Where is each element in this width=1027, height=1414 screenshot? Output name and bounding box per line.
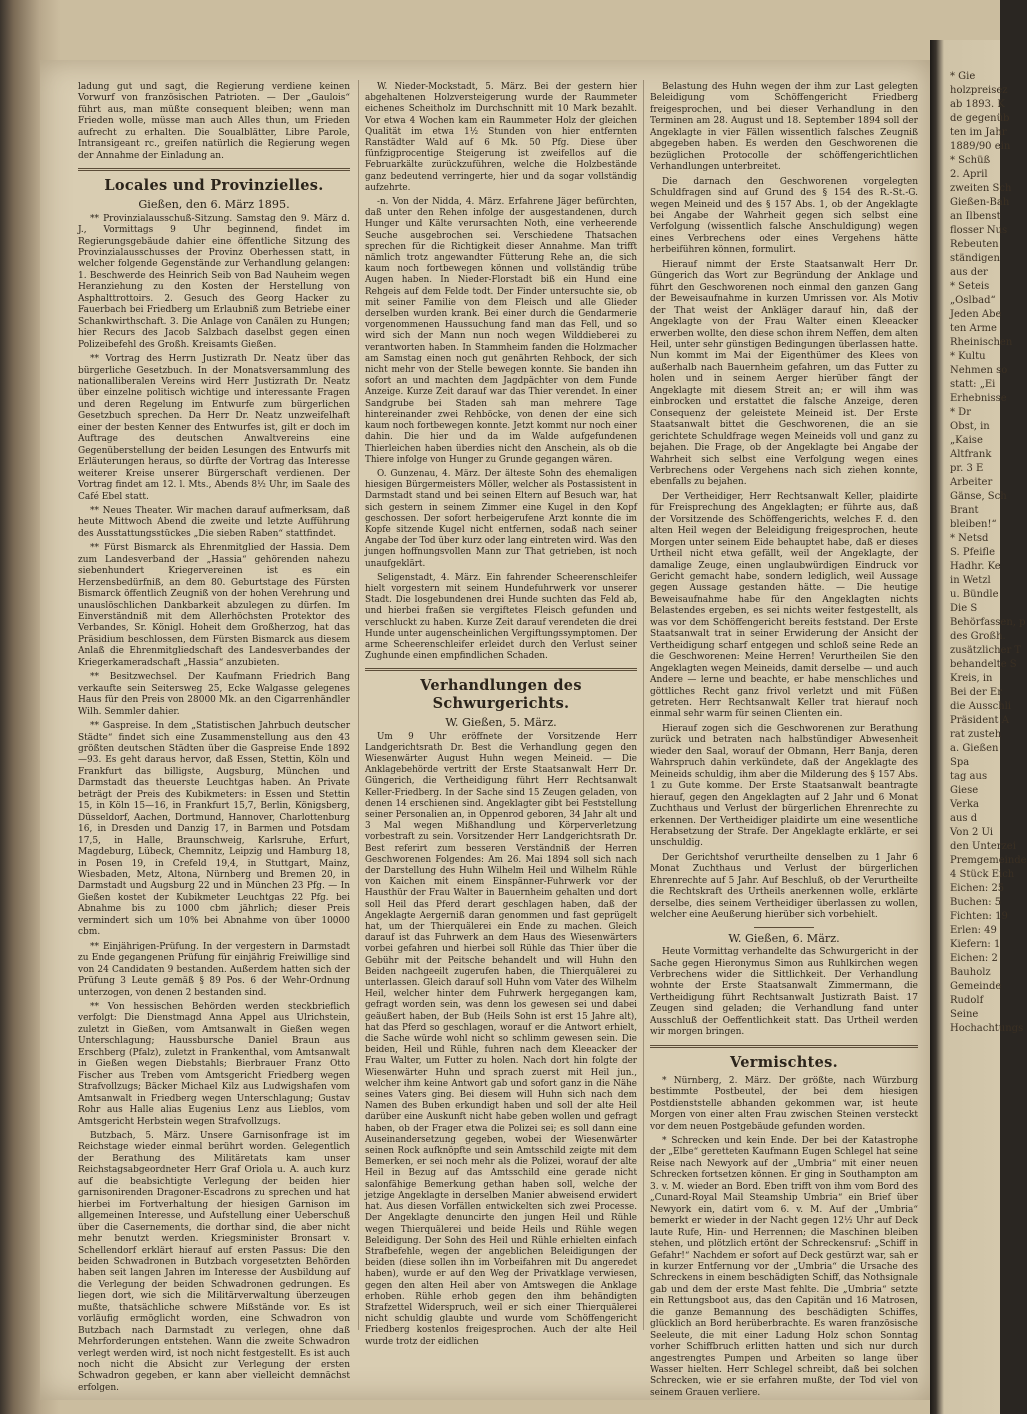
article-paragraph: O. Gunzenau, 4. März. Der älteste Sohn des ehemaligen hiesigen Bürgermeisters Möller, welcher als Postassistent in Darmstadt stand und bei seinen Eltern auf Besuch war, hat sich gestern in seinem Zimmer eine Kugel in den Kopf geschossen. Der sofort herbeigerufene Arzt konnte die im Kopfe sitzende Kugel nicht entfernen, sodaß nach seiner Angabe der Tod über kurz oder lang eintreten wird. Was den jungen hoffnungsvollen Mann zur That getrieben, ist noch unaufgeklärt. [365,468,637,569]
article-paragraph: W. Nieder-Mockstadt, 5. März. Bei der gestern hier abgehaltenen Holzversteigerung wurde der Raummeter eichenes Scheitholz im Durchschnitt mit 10 Mark bezahlt. Vor etwa 4 Wochen kam ein Raummeter Holz der gleichen Qualität im etwa 1½ Stunden von hier entfernten Ranstädter Wald auf 6 Mk. 50 Pfg. Diese über fünfzigprocentige Steigerung ist zweifellos auf die Februarkälte zurückzuführen, welche die Holzbestände ganz bedeutend verringerte, hier und da sogar vollständig aufzehrte. [365,82,637,193]
dateline: W. Gießen, 6. März. [728,931,840,945]
adjacent-page-line: Die S [950,603,978,614]
article-paragraph: ** Besitzwechsel. Der Kaufmann Friedrich Bang verkaufte sein Seitersweg 25, Ecke Walgasse gelegenes Haus für den Preis von 28000 Mk. an den Cigarrenhändler Wilh. Semmler dahier. [78,672,350,717]
adjacent-page-line: aus d [950,813,978,824]
adjacent-page-line: * Gie [950,71,976,82]
column-2 [365,82,637,1351]
adjacent-page-line: 1889/90 ein [950,141,1011,152]
adjacent-page-line: in Wetzl [950,575,991,586]
court-report [650,82,918,922]
adjacent-page-line: Gießen-Bah [950,197,1010,208]
misc-paragraph: * Schrecken und kein Ende. Der bei der Katastrophe der „Elbe“ geretteten Kaufmann Eugen Schlegel hat seine Reise nach Newyork auf der „Umbria“ mit einer neuen Schrecken fortsetzen können. Er ging in Southampton am 3. v. M. wieder an Bord. Eben trifft von ihm vom Bord des „Cunard-Royal Mail Steamship Umbria“ ein Brief über Newyork ein, datirt vom 6. v. M. Auf der „Umbria“ bemerkt er wieder in der Nacht gegen 12½ Uhr auf Deck laute Rufe, Hin- und Herrennen; die Maschinen bleiben stehen, und plötzlich ertönt der Schreckensruf: „Schiff in Gefahr!“ Nachdem er sofort auf Deck gestürzt war, sah er in kurzer Entfernung vor der „Umbria“ die Ursache des Schreckens in einem beschädigten Schiff, das Nothsignale gab und dem der erste Mast fehlte. Die „Umbria“ setzte ein Rettungsboot aus, das den Capitän und 16 Matrosen, die ganze Bemannung des beschädigten Schiffes, glücklich an Bord herüberbrachte. Es waren französische Seeleute, die mit einer Ladung Holz schon Sonntag vorher Schiffbruch erlitten hatten und sich nur durch angestrengtes Pumpen und Arbeiten so lange über Wasser hielten. Herr Schlegel schreibt, daß bei solchen Schrecken, wie er sie erfahren mußte, der Tod viel von seinem Grauen verliere. [650,1135,918,1398]
adjacent-page-line: Gänse, Sch [950,491,1007,502]
article-list [78,214,350,1395]
adjacent-page-line: holzpreisez [950,85,1008,96]
article-paragraph: ** Von hessischen Behörden werden steckbrieflich verfolgt: Die Dienstmagd Anna Appel aus Ulrichstein, zuletzt in Gießen, vom Amtsanwalt in Gießen wegen Unterschlagung; Haussbursche Daniel Braun aus Erschberg (Pfalz), zuletzt in Frankenthal, vom Amtsanwalt in Gießen wegen Diebstahls; Bierbrauer Franz Otto Fischer aus Treben vom Amtsgericht Friedberg wegen Strafvollzugs; Bäcker Michael Kilz aus Ludwigshafen vom Amtsanwalt in Friedberg wegen Unterschlagung; Gustav Rohr aus Halle alias Eugenius Lenz aus Lieblos, vom Amtsgericht Herbstein wegen Strafvollzugs. [78,1001,350,1127]
adjacent-page-line: Verka [950,799,980,810]
article-paragraph: ** Einjährigen-Prüfung. In der vergestern in Darmstadt zu Ende gegangenen Prüfung für einjährig Freiwillige sind von 24 Candidaten 9 bestanden. Außerdem hatten sich der Prüfung 3 Leute gemäß § 89 Pos. 6 der Wehr-Ordnung unterzogen, von denen 2 bestanden sind. [78,941,350,998]
adjacent-page-line: Gemeinde [950,981,1002,992]
adjacent-page-line: * Kultu [950,351,986,362]
adjacent-page-line: de gegenüb [950,113,1010,124]
adjacent-page-line: Eichen: 2 [950,953,998,964]
court-paragraph: Belastung des Huhn wegen der ihm zur Last gelegten Beleidigung vom Schöffengericht Friedberg freigesprochen, und bei dieser Verhandlung in den Terminen am 28. August und 18. September 1894 soll der Angeklagte in vier Fällen wissentlich falsches Zeugniß abgegeben haben. Es werden den Geschworenen die bezüglichen Protocolle der schöffengerichtlichen Verhandlungen unterbreitet. [650,82,918,173]
court-paragraph: Der Vertheidiger, Herr Rechtsanwalt Keller, plaidirte für Freisprechung des Angeklagten; er führte aus, daß der Vorsitzende des Schöffengerichts, welches F. d. den alten Heil wegen der Beleidigung freigesprochen, heute Morgen unter seinem Eide behauptet habe, daß er dieses Urtheil nicht etwa gefällt, weil der Angeklagte, der damalige Zeuge, einen unglaubwürdigen Eindruck vor Gericht gemacht habe, sondern lediglich, weil Aussage gegen Aussage gestanden hätte. — Die heutige Beweisaufnahme habe für den Angeklagten nichts Belastendes ergeben, es sei nichts weiter festgestellt, als was vor dem Schöffengericht bereits feststand. Der Erste Staatsanwalt trat in seiner Erwiderung der Ansicht der Vertheidigung scharf entgegen und schloß seine Rede an die Geschworenen: Meine Herren! Verurtheilen Sie den Angeklagten wegen Meineids, damit derselbe — und auch Andere — lerne und beachte, er habe menschliches und göttliches Recht ganz frivol verletzt und mit Füßen getreten. Herr Rechtsanwalt Keller trat hierauf noch einmal sehr warm für seinen Clienten ein. [650,491,918,720]
adjacent-page-line: zweiten Sch [950,183,1012,194]
adjacent-page-line: a. Gießen [950,743,999,754]
adjacent-page-line: Erlen: 49 [950,925,997,936]
adjacent-page-line: den Unterzei [950,841,1016,852]
adjacent-page-line: behandelte S [950,659,1017,670]
adjacent-page-line: die Ausschli [950,701,1012,712]
adjacent-page-line: ten Arme [950,323,997,334]
article-list [365,82,637,662]
adjacent-page-line: Rudolf [950,995,984,1006]
adjacent-page-line: des Großh. [950,631,1006,642]
adjacent-page-line: aus der [950,267,988,278]
adjacent-page-line: 2. April [950,169,988,180]
adjacent-page-line: * Seteis [950,281,990,292]
article-paragraph: -n. Von der Nidda, 4. März. Erfahrene Jäger befürchten, daß unter den Rehen infolge der ausgestandenen, durch Hunger und Kälte verursachten Noth, eine verheerende Seuche ausgebrochen sei. Verschiedene Thatsachen sprechen für die Richtigkeit dieser Annahme. Man trifft nämlich trotz angewandter Fütterung Rehe an, die sich kaum noch fortbewegen können und vollständig trübe Augen haben. In Nieder-Florstadt biß ein Hund eine Rehgeis auf dem Felde todt. Der Finder untersuchte sie, ob mit seiner Familie von dem Fleisch und alle Glieder derselben wurden krank. Bei einer durch die Gendarmerie vorgenommenen Haussuchung fand man das Fell, und so wird sich der Mann nun noch wegen Wilddieberei zu verantworten haben. In Stammheim fanden die Holzmacher am Samstag einen noch gut genährten Rehbock, der sich nicht mehr von der Stelle bewegen konnte. Sie banden ihn sofort an und machten dem Jagdpächter von dem Funde Anzeige. Kurze Zeit darauf war das Thier verendet. In einer Sandgrube bei Staden sah man mehrere Tage hintereinander zwei Rehböcke, von denen der eine sich kaum noch fortbewegen konnte. Jetzt kommt nur noch einer dahin. Die hier und da im Walde aufgefundenen Thierleichen haben überdies nicht den Anschein, als ob die Thiere infolge von Hunger zu Grunde gegangen wären. [365,197,637,465]
court-report [365,732,637,1348]
adjacent-page-line: Erhebnisse [950,393,1007,404]
court-paragraph: Hierauf nimmt der Erste Staatsanwalt Herr Dr. Güngerich das Wort zur Begründung der Anklage und führt den Geschworenen noch einmal den ganzen Gang der Beweisaufnahme in kurzen Umrissen vor. Als Motiv der That weist der Ankläger darauf hin, daß der Angeklagte von der Frau Walter einen Kleeacker erwerben wollte, den diese schon ihrem Neffen, dem alten Heil, unter sehr günstigen Bedingungen überlassen hatte. Nun kommt im Mai der Eigenthümer des Klees von außerhalb nach Bauernheim gefahren, um das Futter zu holen und in seinem Aerger hierüber fängt der Angeklagte mit diesem Streit an; er will ihm was einbrocken und erstattet die falsche Anzeige, deren Consequenz der geleistete Meineid ist. Der Erste Staatsanwalt bittet die Geschworenen, die an sie gerichtete Schuldfrage wegen Meineids voll und ganz zu bejahen. Die Frage, ob der Angeklagte bei Angabe der Wahrheit sich selbst eine Verfolgung wegen eines Verbrechens oder Vergehens nach sich ziehen konnte, ebenfalls zu bejahen. [650,259,918,488]
article-paragraph: ** Gaspreise. In dem „Statistischen Jahrbuch deutscher Städte“ findet sich eine Zusammenstellung aus den 43 größten deutschen Städten über die Gaspreise Ende 1892—93. Es geht daraus hervor, daß Essen, Stettin, Köln und Frankfurt das billigste, Augsburg, München und Darmstadt das theuerste Leuchtgas haben. An Private beträgt der Preis des Kubikmeters: in Essen und Stettin 15, in Köln 15—16, in Frankfurt 15,7, Berlin, Königsberg, Düsseldorf, Aachen, Dortmund, Hannover, Charlottenburg 16, in Dresden und Danzig 17, in Barmen und Potsdam 17,5, in Halle, Braunschweig, Karlsruhe, Erfurt, Magdeburg, Lübeck, Chemnitz, Leipzig und Hamburg 18, in Posen 19, in Crefeld 19,4, in Stuttgart, Mainz, Wiesbaden, Metz, Altona, Nürnberg und Bremen 20, in Darmstadt und Augsburg 22 und in München 23 Pfg. — In Gießen kostet der Kubikmeter Leuchtgas 22 Pfg. bei Abnahme bis zu 1000 cbm jährlich; dieser Preis vermindert sich um 10% bei Abnahme von über 10000 cbm. [78,721,350,938]
column-3 [650,82,918,1402]
adjacent-page-line: „Kaise [950,435,983,446]
adjacent-page-line: flosser Nus [950,225,1008,236]
article-paragraph: Butzbach, 5. März. Unsere Garnisonfrage ist im Reichstage wieder einmal berührt worden. Gelegentlich der Berathung des Militäretats kam unser Reichstagsabgeordneter Herr Graf Oriola u. A. auch kurz auf die beabsichtigte Verlegung der beiden hier garnisonirenden Dragoner-Escadrons zu sprechen und hat hierbei im Fortverhaltung der hiesigen Garnison im allgemeinen Interesse, und Aufstellung einer Ueberschuß über die Casernements, die dorthar sind, die aber nicht mehr benutzt werden. Kriegsminister Bronsart v. Schellendorf erklärt hierauf auf ersten Passus: Die den beiden Schwadronen in Butzbach vorgesetzten Behörden haben seit langen Jahren im Interesse der Ausbildung auf die Verlegung der beiden Schwadronen gedrungen. Es liegen dort, wie sich die Militärverwaltung überzeugen mußte, thatsächliche schwere Mißstände vor. Es ist vorläufig ermöglicht worden, eine Schwadron von Butzbach nach Darmstadt zu verlegen, ohne daß Mehrforderungen entstehen. Wann die zweite Schwadron verlegt werden wird, ist noch nicht festgestellt. Es ist auch noch nicht die Absicht zur Verlegung der ersten Schwadron gegeben, er kann aber vielleicht demnächst erfolgen. [78,1130,350,1393]
adjacent-page-line: zusätzlicher T [950,645,1022,656]
column-1 [78,82,350,1397]
adjacent-page-line: Spa [950,757,970,768]
adjacent-page-line: Premgemeinde [950,855,1027,866]
adjacent-page-line: ständigen [950,253,1000,264]
adjacent-page-line: Rebeuten [950,239,999,250]
adjacent-page-line: an Ilbenst [950,211,1001,222]
adjacent-page-line: S. Pfeifle [950,547,995,558]
adjacent-page-line: Von 2 Ui [950,827,994,838]
section-title-locales: Locales und Provinzielles. [104,177,324,195]
misc-paragraph: * Nürnberg, 2. März. Der größte, nach Würzburg bestimmte Postbeutel, der bei dem hiesigen Postdienststelle abhanden gekommen war, ist heute Morgen von einer alten Frau zwischen Steinen versteckt vor dem neuen Postgebäude gefunden worden. [650,1075,918,1132]
dateline: W. Gießen, 5. März. [445,716,557,730]
article-paragraph: Seligenstadt, 4. März. Ein fahrender Scheerenschleifer hielt vorgestern mit seinem Hundefuhrwerk vor unserer Stadt. Die losgebundenen drei Hunde suchten das Feld ab, und hierbei fraßen sie vergiftetes Fleisch gefunden und verschluckt zu haben. Kurze Zeit darauf verendeten die drei Hunde unter augenscheinlichen Vergiftungssymptomen. Der arme Scheerenschleifer erleidet durch den Verlust seiner Zughunde einen empfindlichen Schaden. [365,572,637,662]
adjacent-page-line: Buchen: 5 [950,897,1002,908]
adjacent-page-line: Kiefern: 1 [950,939,1001,950]
adjacent-page-line: Bei der Er [950,687,1003,698]
adjacent-page-line: Nehmen so [950,365,1008,376]
adjacent-page-line: Giese [950,785,979,796]
court-paragraph: Die darnach den Geschworenen vorgelegten Schuldfragen sind auf Grund des § 154 des R.-St.-G. wegen Meineid und des § 157 Abs. 1, ob der Angeklagte bei Angabe der Wahrheit gegen sich selbst eine Verfolgung (wissentlich falsche Anschuldigung) wegen eines Verbrechens oder eines Vergehens hätte herbeiführen können, formulirt. [650,176,918,256]
court-paragraph: Heute Vormittag verhandelte das Schwurgericht in der Sache gegen Hieronymus Simon aus Ruhlkirchen wegen Verbrechens wider die Sittlichkeit. Der Verhandlung wohnte der Erste Staatsanwalt Zimmermann, die Vertheidigung führt Rechtsanwalt Justizrath Baist. 17 Zeugen sind geladen; die Verhandlung fand unter Ausschluß der Oeffentlichkeit statt. Das Urtheil werden wir morgen bringen. [650,947,918,1038]
adjacent-page-line: Kreis, in [950,673,993,684]
section-title-schwurgericht: Verhandlungen des Schwurgerichts. [420,677,582,713]
adjacent-page-line: u. Bündle [950,589,999,600]
court-paragraph: Der Gerichtshof verurtheilte denselben zu 1 Jahr 6 Monat Zuchthaus und Verlust der bürgerlichen Ehrenrechte auf 5 Jahr. Auf Beschluß, ob der Verurtheilte die Rechtskraft des Urtheils anerkennen wolle, erklärte derselbe, dies seinem Vertheidiger überlassen zu wollen, welcher eine Aeußerung hierüber sich vorbehielt. [650,852,918,921]
column-divider [643,80,644,1330]
adjacent-page-line: Hochachtungs [950,1023,1024,1034]
misc-list [650,1076,918,1400]
adjacent-page-line: Behörfassen, p [950,617,1026,628]
short-divider [754,927,814,928]
adjacent-page-line: * Netsd [950,533,989,544]
adjacent-page-line: Altfrank [950,449,992,460]
adjacent-page-edge [930,40,1027,1414]
article-paragraph: ** Vortrag des Herrn Justizrath Dr. Neatz über das bürgerliche Gesetzbuch. In der Monatsversammlung des nationalliberalen Vereins wird Herr Justizrath Dr. Neatz über einzelne politisch wichtige und interessante Fragen und deren Regelung im Entwurfe zum bürgerlichen Gesetzbuch sprechen. Da Herr Dr. Neatz unzweifelhaft einer der besten Kenner des Entwurfes ist, gilt er doch im Auftrage des deutschen Anwaltvereins eine Gegenüberstellung der beiden Lesungen des Entwurfs mit Erläuterungen heraus, so dürfte der Vortrag das Interesse weiterer Kreise unserer Bürgerschaft verdienen. Der Vortrag findet am 12. l. Mts., Abends 8½ Uhr, im Saale des Café Ebel statt. [78,354,350,502]
adjacent-page-line: tag aus [950,771,988,782]
adjacent-page-line: Obst, in [950,421,990,432]
adjacent-page-line: rat zusteh [950,729,1002,740]
intro-paragraph: ladung gut und sagt, die Regierung verdiene keinen Vorwurf von französischen Patrioten. — Der „Gaulois“ führt aus, man müßte consequent bleiben; wenn man Frieden wolle, müsse man auch Alles thun, um Frieden aufrecht zu erhalten. Die Soualblätter, Libre Parole, Intransigeant rc., greifen natürlich die Regierung wegen der Annahme der Einladung an. [78,82,350,161]
adjacent-page-line: Bauholz [950,967,991,978]
court-paragraph: Um 9 Uhr eröffnete der Vorsitzende Herr Landgerichtsrath Dr. Best die Verhandlung gegen den Wiesenwärter August Huhn wegen Meineid. — Die Anklagebehörde vertritt der Erste Staatsanwalt Herr Dr. Güngerich, die Vertheidigung führt Herr Rechtsanwalt Keller-Friedberg. In der Sache sind 15 Zeugen geladen, von denen 14 erschienen sind. Angeklagter gibt bei Feststellung seiner Personalien an, in Oppenrod geboren, 34 Jahr alt und 3 Mal wegen Mißhandlung und Körperverletzung vorbestraft zu sein. Vorsitzender Herr Landgerichtsrath Dr. Best referirt zum besseren Verständniß der Herren Geschworenen Folgendes: Am 26. Mai 1894 soll sich nach der Darstellung des Huhn Wilhelm Heil und Wilhelm Rühle von Kaichen mit einem Einspänner-Fuhrwerk vor der Hausthür der Frau Walter in Bauernheim gehalten und dort soll Heil das Pferd derart geschlagen haben, daß der Angeklagte Aergerniß daran genommen und fast geprügelt hat, um der Thierquälerei ein Ende zu machen. Gleich darauf ist das Fuhrwerk an dem Haus des Wiesenwärters vorbei gefahren und hierbei soll Rühle das Thier über die Gebühr mit der Peitsche behandelt und will Huhn den Beiden nachgeeilt zugerufen haben, die Thierquälerei zu unterlassen. Gleich darauf soll Huhn vom Vater des Wilhelm Heil, welcher hinter dem Fuhrwerk hergegangen kam, gefragt worden sein, was denn los gewesen sei und dabei geäußert haben, der Bub (Heils Sohn ist erst 15 Jahre alt), hat das Pferd so geschlagen, worauf er die Antwort erhielt, die Sache würde wohl nicht so schlimm gewesen sein. Die beiden, Heil und Rühle, fuhren nach dem Kleeacker der Frau Walter, um Futter zu holen. Nach dort hin folgte der Wiesenwärter Huhn und sprach zuerst mit Heil jun., welcher ihm keine Antwort gab und sofort ganz in die Nähe seines Vaters ging. Bei diesem will Huhn sich nach dem Namen des Buben erkundigt haben und soll der alte Heil darüber eine Auskunft nicht habe geben wollen und gefragt haben, ob der Frager etwa die Polizei sei; es soll dann eine Auseinandersetzung gegeben, wobei der Wiesenwärter seinen Rock aufknöpfte und sein Amtsschild zeigte mit dem Bemerken, er sei noch mehr als die Polizei, worauf der alte Heil in Bezug auf das Amtsschild eine gerade nicht salonfähige Bemerkung gethan haben soll, welche der jetzige Angeklagte in derselben Manier abweisend erwidert hat. Aus diesen Vorfällen entwickelten sich zwei Processe. Der Angeklagte denuncirte den jungen Heil und Rühle wegen Thierquälerei und beide Heils und Rühle wegen Beleidigung. Der Sohn des Heil und Rühle erhielten einfach Strafbefehle, wegen der angeblichen Beleidigungen der beiden (diese sollen ihn im Vorbeifahren mit Du angeredet haben), wurde er auf den Weg der Privatklage verwiesen, gegen den alten Heil aber von Amtswegen die Anklage erhoben. Rühle erhob gegen den ihm behändigten Strafzettel Widerspruch, weil er sich einer Thierquälerei nicht schuldig glaubte und wurde vom Schöffengericht Friedberg kostenlos freigesprochen. Auch der alte Heil wurde trotz der eidlichen [365,731,637,1347]
adjacent-page-line: statt: „Ei [950,379,996,390]
section-divider [78,168,350,171]
adjacent-page-line: pr. 3 E [950,463,984,474]
adjacent-page-line: bleiben!“ [950,519,997,530]
adjacent-page-line: Präsident A [950,715,1009,726]
section-divider [365,668,637,671]
article-paragraph: ** Provinzialausschuß-Sitzung. Samstag den 9. März d. J., Vormittags 9 Uhr beginnend, findet im Regierungsgebäude dahier eine öffentliche Sitzung des Provinzialausschusses der Provinz Oberhessen statt, in welcher folgende Gegenstände zur Verhandlung gelangen: 1. Beschwerde des Heinrich Seib von Bad Nauheim wegen Heranziehung zu den Kosten der Herstellung von Asphalttrottoirs. 2. Gesuch des Georg Hacker zu Fauerbach bei Friedberg um Erlaubniß zum Betriebe einer Schankwirthschaft. 3. Die Anlage von Canälen zu Hungen; hier Recurs des Jacob Salzbach daselbst gegen einen Polizeibefehl des Großh. Kreisamts Gießen. [78,213,350,350]
adjacent-page-line: ab 1893. K [950,99,1005,110]
court-paragraph: Hierauf zogen sich die Geschworenen zur Berathung zurück und betraten nach halbstündiger Abwesenheit wieder den Saal, worauf der Obmann, Herr Banja, deren Wahrspruch dahin verkündete, daß der Angeklagte des Meineids schuldig, ihm aber die Milderung des § 157 Abs. 1 zu Gute komme. Der Erste Staatsanwalt beantragte hierauf, gegen den Angeklagten auf 2 Jahr und 6 Monat Zuchthaus und Verlust der bürgerlichen Ehrenrechte zu erkennen. Der Vertheidiger plaidirte um eine wesentliche Herabsetzung der Strafe. Der Angeklagte erklärte, er sei unschuldig. [650,723,918,849]
dateline: Gießen, den 6. März 1895. [138,198,290,212]
section-title-vermischtes: Vermischtes. [730,1053,838,1071]
adjacent-page-line: Hadhr. Ke [950,561,1001,572]
adjacent-page-line: Arbeiter [950,477,993,488]
adjacent-page-line: 4 Stück Eich [950,869,1015,880]
adjacent-page-line: * Dr [950,407,971,418]
adjacent-page-line: Eichen: 25 [950,883,1005,894]
adjacent-page-line: „Oslbad“ [950,295,996,306]
adjacent-page-line: Rheinischen [950,337,1013,348]
adjacent-page-line: Seine [950,1009,979,1020]
adjacent-page-line: Brant [950,505,979,516]
adjacent-page-line: * Schüß [950,155,991,166]
article-paragraph: ** Fürst Bismarck als Ehrenmitglied der Hassia. Dem zum Landesverband der „Hassia“ gehörenden nahezu siebenhundert Kriegervereinen ist es ein Herzensbedürfniß, an dem 80. Geburtstage des Fürsten Bismarck öffentlich Zeugniß von der hohen Verehrung und unauslöschlichen Dankbarkeit abzulegen zu dürfen. Im Einverständniß mit dem Allerhöchsten Protektor des Verbandes, Sr. Königl. Hoheit dem Großherzog, hat das Präsidium beschlossen, dem Fürsten Bismarck aus diesem Anlaß die Ehrenmitgliedschaft des Landesverbandes der Kriegerkameradschaft „Hassia“ anzubieten. [78,543,350,668]
section-divider [650,1045,918,1048]
article-paragraph: ** Neues Theater. Wir machen darauf aufmerksam, daß heute Mittwoch Abend die zweite und letzte Aufführung des Ausstattungsstückes „Die sieben Raben“ stattfindet. [78,505,350,539]
adjacent-page-line: Jeden Abe [950,309,1002,320]
column-divider [358,80,359,1330]
adjacent-page-line: ten im Jahr [950,127,1007,138]
adjacent-page-line: Fichten: 19 [950,911,1008,922]
